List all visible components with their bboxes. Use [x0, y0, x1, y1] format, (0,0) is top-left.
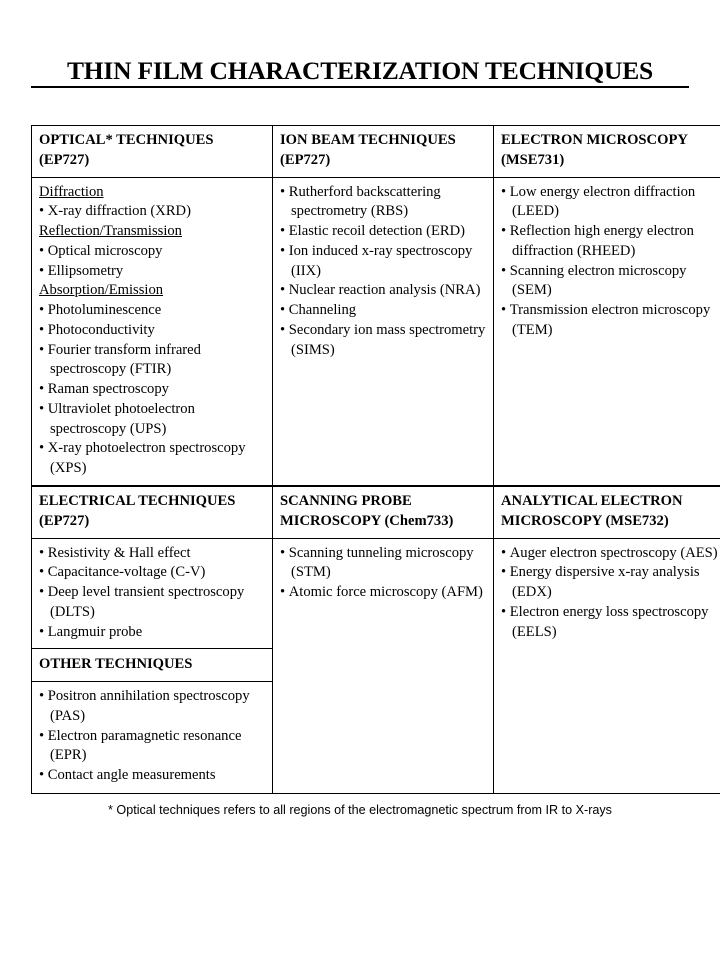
- technique-item: • Positron annihilation spectroscopy (PAS): [39, 687, 265, 727]
- title-underline: [31, 86, 689, 88]
- header-electrical-techniques: ELECTRICAL TECHNIQUES (EP727): [32, 486, 273, 538]
- technique-item: • Atomic force microscopy (AFM): [280, 583, 486, 603]
- technique-item: • Secondary ion mass spectrometry (SIMS): [280, 321, 486, 361]
- cell-electrical-and-other: [32, 538, 273, 793]
- nested-electrical-other-table: [32, 539, 272, 792]
- technique-item: • Reflection high energy electron diffraction (RHEED): [501, 222, 720, 262]
- nested-row-other-content: [32, 682, 272, 792]
- header-electron-microscopy: ELECTRON MICROSCOPY (MSE731): [494, 126, 720, 178]
- technique-item: • Contact angle measurements: [39, 766, 265, 786]
- cell-ion-beam-techniques: [273, 177, 494, 486]
- technique-item: • Transmission electron microscopy (TEM): [501, 301, 720, 341]
- technique-item: • Fourier transform infrared spectroscopy (FTIR): [39, 341, 265, 381]
- technique-item: • Raman spectroscopy: [39, 380, 265, 400]
- technique-subheading: Absorption/Emission: [39, 282, 164, 299]
- table-body-row-1: [32, 177, 720, 486]
- list-electron-microscopy: [501, 183, 720, 341]
- cell-scanning-probe-microscopy: [273, 538, 494, 793]
- technique-item: • Ion induced x-ray spectroscopy (IIX): [280, 242, 486, 282]
- footnote: * Optical techniques refers to all regions of the electromagnetic spectrum from IR to X-rays: [108, 803, 612, 817]
- technique-item: • Ultraviolet photoelectron spectroscopy (UPS): [39, 400, 265, 440]
- technique-item: • X-ray photoelectron spectroscopy (XPS): [39, 439, 265, 479]
- list-ion-beam-techniques: [280, 183, 486, 361]
- header-other-techniques: OTHER TECHNIQUES: [32, 649, 272, 682]
- technique-item: • Nuclear reaction analysis (NRA): [280, 281, 486, 301]
- technique-item: • Electron energy loss spectroscopy (EELS): [501, 603, 720, 643]
- technique-item: • Deep level transient spectroscopy (DLTS): [39, 583, 265, 623]
- technique-item: • X-ray diffraction (XRD): [39, 202, 265, 222]
- cell-optical-techniques: [32, 177, 273, 486]
- table-body-row-2: [32, 538, 720, 793]
- cell-other-techniques: [32, 682, 272, 792]
- technique-item: • Capacitance-voltage (C-V): [39, 563, 265, 583]
- technique-item: • Scanning electron microscopy (SEM): [501, 262, 720, 302]
- table-header-row-1: [32, 126, 720, 178]
- header-ion-beam-techniques: ION BEAM TECHNIQUES (EP727): [273, 126, 494, 178]
- technique-item: • Scanning tunneling microscopy (STM): [280, 544, 486, 584]
- list-electrical-techniques: [39, 544, 265, 643]
- technique-item: • Elastic recoil detection (ERD): [280, 222, 486, 242]
- list-scanning-probe-microscopy: [280, 544, 486, 603]
- cell-analytical-electron-microscopy: [494, 538, 720, 793]
- cell-electron-microscopy: [494, 177, 720, 486]
- technique-subheading: Reflection/Transmission: [39, 223, 182, 240]
- technique-item: • Low energy electron diffraction (LEED): [501, 183, 720, 223]
- list-other-techniques: [39, 687, 265, 786]
- page-title-text: THIN FILM CHARACTERIZATION TECHNIQUES: [66, 56, 654, 85]
- technique-item: • Energy dispersive x-ray analysis (EDX): [501, 563, 720, 603]
- page-title: [31, 56, 689, 88]
- header-optical-techniques: OPTICAL* TECHNIQUES (EP727): [32, 126, 273, 178]
- technique-item: • Rutherford backscattering spectrometry (RBS): [280, 183, 486, 223]
- cell-electrical-techniques: [32, 539, 272, 649]
- header-analytical-electron-microscopy: ANALYTICAL ELECTRON MICROSCOPY (MSE732): [494, 486, 720, 538]
- technique-item: • Photoluminescence: [39, 301, 265, 321]
- technique-item: • Photoconductivity: [39, 321, 265, 341]
- technique-item: • Electron paramagnetic resonance (EPR): [39, 727, 265, 767]
- technique-item: • Auger electron spectroscopy (AES): [501, 544, 720, 564]
- technique-item: • Resistivity & Hall effect: [39, 544, 265, 564]
- list-optical-techniques: [39, 183, 265, 479]
- technique-item: • Channeling: [280, 301, 486, 321]
- nested-row-other-header: [32, 649, 272, 682]
- technique-item: • Optical microscopy: [39, 242, 265, 262]
- techniques-table: [31, 125, 720, 794]
- technique-item: • Ellipsometry: [39, 262, 265, 282]
- table-header-row-2: [32, 486, 720, 538]
- technique-item: • Langmuir probe: [39, 623, 265, 643]
- nested-row-electrical: [32, 539, 272, 649]
- header-scanning-probe-microscopy: SCANNING PROBE MICROSCOPY (Chem733): [273, 486, 494, 538]
- list-analytical-electron-microscopy: [501, 544, 720, 643]
- technique-subheading: Diffraction: [39, 183, 104, 200]
